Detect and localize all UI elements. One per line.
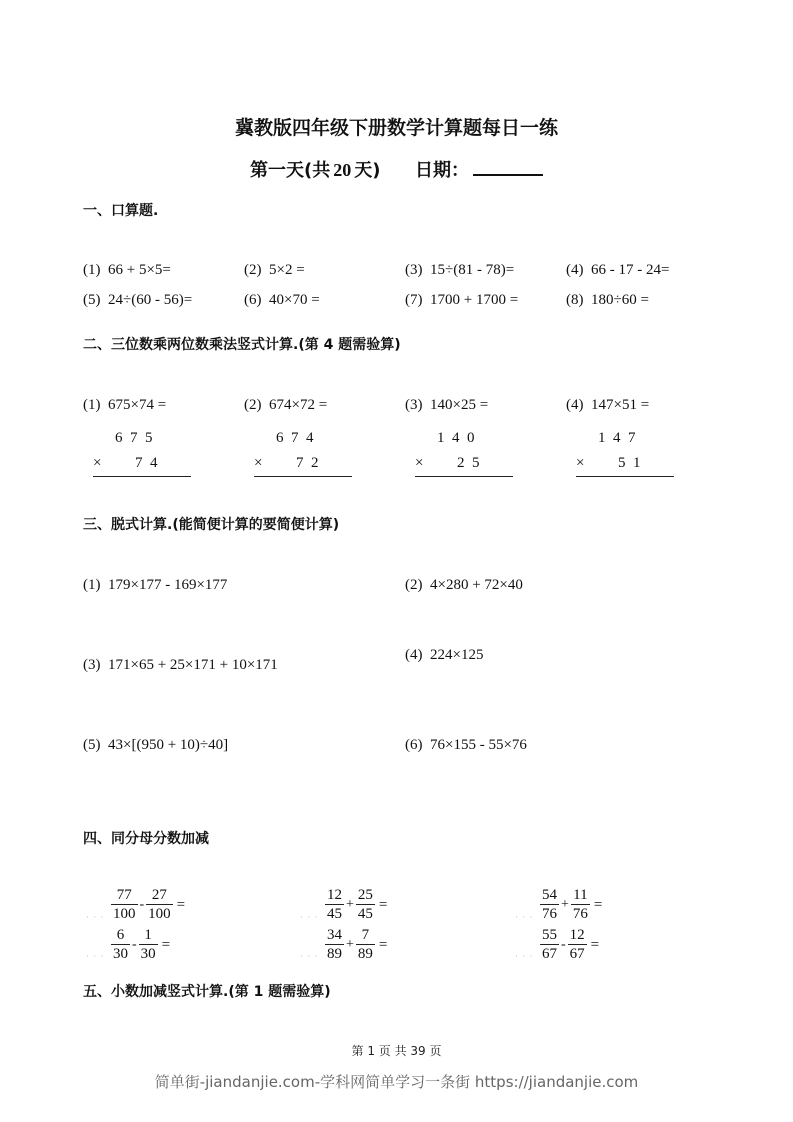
stepwise-question-1: (1) 179×177 - 169×177 <box>83 577 228 593</box>
section4-heading: 四、同分母分数加减 <box>83 831 209 847</box>
fraction-question-3: 54 76 + $\frac{11}{76}$ = <box>542 887 603 922</box>
fraction-question-1: 77 100 - $\frac{27}{100}$ = <box>113 887 186 922</box>
fraction-question-6: 55 67 - $\frac{12}{67}$ = <box>542 927 600 962</box>
page-subtitle <box>0 156 793 182</box>
vertical-calc-4: 1 4 7 × 5 1 <box>576 430 676 480</box>
date-blank[interactable] <box>473 158 543 176</box>
stepwise-question-2: (2) 4×280 + 72×40 <box>405 577 523 593</box>
vertical-calc-2: 6 7 4 × 7 2 <box>254 430 354 480</box>
stepwise-question-3: (3) 171×65 + 25×171 + 10×171 <box>83 657 278 673</box>
section3-heading: 三、脱式计算.(能简便计算的要简便计算) <box>83 517 340 533</box>
stepwise-question-5: (5) 43×[(950 + 10)÷40] <box>83 737 229 753</box>
section1-heading: 一、口算题. <box>83 203 159 219</box>
vertical-question-3: (3) 140×25 = <box>405 397 489 413</box>
section2-heading: 二、三位数乘两位数乘法竖式计算.(第 4 题需验算) <box>83 337 401 353</box>
fraction-question-5: 34 89 + $\frac{7}{89}$ = <box>327 927 388 962</box>
dots-decoration: · · · <box>300 912 319 922</box>
oral-question-3: (3) 15÷(81 - 78)= <box>405 262 515 278</box>
watermark: 简单街-jiandanjie.com-学科网简单学习一条街 https://jiandanjie.com <box>154 1073 639 1091</box>
subtitle-suffix: 天) <box>354 160 381 181</box>
dots-decoration: · · · <box>86 912 105 922</box>
oral-question-6: (6) 40×70 = <box>244 292 320 308</box>
oral-question-1: (1) 66 + 5×5= <box>83 262 171 278</box>
page-number: 第 1 页 共 39 页 <box>351 1044 442 1058</box>
oral-question-7: (7) 1700 + 1700 = <box>405 292 519 308</box>
oral-question-8: (8) 180÷60 = <box>566 292 649 308</box>
subtitle-prefix: 第一天(共 <box>249 160 331 181</box>
fraction-question-4: 6 30 - $\frac{1}{30}$ = <box>113 927 171 962</box>
subtitle-days: 20 <box>333 160 352 180</box>
dots-decoration: · · · <box>515 951 534 961</box>
oral-question-5: (5) 24÷(60 - 56)= <box>83 292 193 308</box>
vertical-question-4: (4) 147×51 = <box>566 397 650 413</box>
stepwise-question-6: (6) 76×155 - 55×76 <box>405 737 527 753</box>
page-title: 冀教版四年级下册数学计算题每日一练 <box>234 117 558 139</box>
stepwise-question-4: (4) 224×125 <box>405 647 484 663</box>
dots-decoration: · · · <box>86 951 105 961</box>
vertical-question-2: (2) 674×72 = <box>244 397 328 413</box>
vertical-question-1: (1) 675×74 = <box>83 397 167 413</box>
dots-decoration: · · · <box>300 951 319 961</box>
dots-decoration: · · · <box>515 912 534 922</box>
vertical-calc-1: 6 7 5 × 7 4 <box>93 430 193 480</box>
vertical-calc-3: 1 4 0 × 2 5 <box>415 430 515 480</box>
date-label: 日期： <box>415 160 470 181</box>
oral-question-2: (2) 5×2 = <box>244 262 305 278</box>
section5-heading: 五、小数加减竖式计算.(第 1 题需验算) <box>83 984 331 1000</box>
fraction-question-2: 12 45 + $\frac{25}{45}$ = <box>327 887 388 922</box>
oral-question-4: (4) 66 - 17 - 24= <box>566 262 670 278</box>
